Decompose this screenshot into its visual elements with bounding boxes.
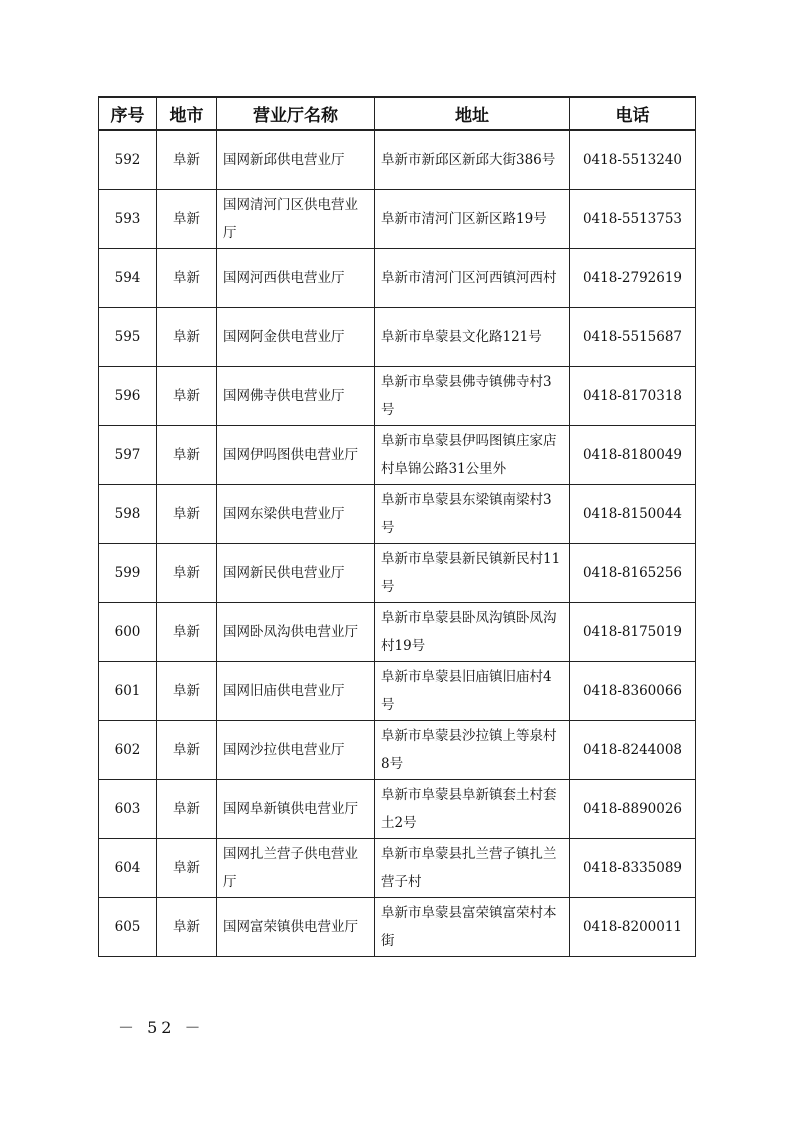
cell-hall-name: 国网伊吗图供电营业厅 bbox=[217, 426, 375, 485]
cell-hall-name: 国网富荣镇供电营业厅 bbox=[217, 898, 375, 957]
cell-number: 596 bbox=[99, 367, 157, 426]
table-row bbox=[99, 780, 696, 839]
cell-address: 阜新市清河门区河西镇河西村 bbox=[375, 249, 570, 308]
cell-hall-name: 国网旧庙供电营业厅 bbox=[217, 662, 375, 721]
cell-number: 602 bbox=[99, 721, 157, 780]
header-address: 地址 bbox=[375, 97, 570, 130]
cell-phone: 0418-2792619 bbox=[570, 249, 696, 308]
table-row bbox=[99, 249, 696, 308]
cell-address: 阜新市阜蒙县富荣镇富荣村本街 bbox=[375, 898, 570, 957]
cell-city: 阜新 bbox=[157, 839, 217, 898]
service-hall-table-container bbox=[98, 96, 695, 957]
cell-city: 阜新 bbox=[157, 662, 217, 721]
cell-phone: 0418-8335089 bbox=[570, 839, 696, 898]
cell-phone: 0418-8244008 bbox=[570, 721, 696, 780]
cell-hall-name: 国网清河门区供电营业厅 bbox=[217, 190, 375, 249]
cell-phone: 0418-8150044 bbox=[570, 485, 696, 544]
cell-address: 阜新市阜蒙县伊吗图镇庄家店村阜锦公路31公里外 bbox=[375, 426, 570, 485]
table-row bbox=[99, 190, 696, 249]
table-header bbox=[99, 97, 696, 130]
service-hall-table bbox=[98, 96, 696, 957]
cell-phone: 0418-8180049 bbox=[570, 426, 696, 485]
cell-number: 597 bbox=[99, 426, 157, 485]
cell-phone: 0418-8170318 bbox=[570, 367, 696, 426]
cell-number: 594 bbox=[99, 249, 157, 308]
cell-phone: 0418-8200011 bbox=[570, 898, 696, 957]
cell-address: 阜新市阜蒙县卧凤沟镇卧凤沟村19号 bbox=[375, 603, 570, 662]
cell-city: 阜新 bbox=[157, 544, 217, 603]
header-number: 序号 bbox=[99, 97, 157, 130]
cell-city: 阜新 bbox=[157, 249, 217, 308]
table-row bbox=[99, 662, 696, 721]
cell-city: 阜新 bbox=[157, 426, 217, 485]
cell-address: 阜新市阜蒙县佛寺镇佛寺村3号 bbox=[375, 367, 570, 426]
cell-hall-name: 国网卧凤沟供电营业厅 bbox=[217, 603, 375, 662]
cell-hall-name: 国网阜新镇供电营业厅 bbox=[217, 780, 375, 839]
cell-city: 阜新 bbox=[157, 190, 217, 249]
cell-city: 阜新 bbox=[157, 485, 217, 544]
cell-number: 604 bbox=[99, 839, 157, 898]
cell-address: 阜新市阜蒙县沙拉镇上等泉村8号 bbox=[375, 721, 570, 780]
header-phone: 电话 bbox=[570, 97, 696, 130]
cell-city: 阜新 bbox=[157, 721, 217, 780]
cell-city: 阜新 bbox=[157, 780, 217, 839]
cell-hall-name: 国网阿金供电营业厅 bbox=[217, 308, 375, 367]
cell-city: 阜新 bbox=[157, 367, 217, 426]
table-row bbox=[99, 721, 696, 780]
table-body bbox=[99, 130, 696, 957]
cell-phone: 0418-8890026 bbox=[570, 780, 696, 839]
cell-number: 601 bbox=[99, 662, 157, 721]
header-city: 地市 bbox=[157, 97, 217, 130]
cell-number: 599 bbox=[99, 544, 157, 603]
table-row bbox=[99, 308, 696, 367]
table-row bbox=[99, 367, 696, 426]
cell-city: 阜新 bbox=[157, 603, 217, 662]
cell-hall-name: 国网河西供电营业厅 bbox=[217, 249, 375, 308]
cell-hall-name: 国网新民供电营业厅 bbox=[217, 544, 375, 603]
cell-address: 阜新市阜蒙县新民镇新民村11号 bbox=[375, 544, 570, 603]
cell-phone: 0418-8360066 bbox=[570, 662, 696, 721]
cell-city: 阜新 bbox=[157, 308, 217, 367]
cell-hall-name: 国网新邱供电营业厅 bbox=[217, 130, 375, 190]
cell-address: 阜新市阜蒙县文化路121号 bbox=[375, 308, 570, 367]
cell-phone: 0418-5513240 bbox=[570, 130, 696, 190]
cell-hall-name: 国网沙拉供电营业厅 bbox=[217, 721, 375, 780]
cell-address: 阜新市阜蒙县旧庙镇旧庙村4号 bbox=[375, 662, 570, 721]
cell-number: 603 bbox=[99, 780, 157, 839]
cell-hall-name: 国网扎兰营子供电营业厅 bbox=[217, 839, 375, 898]
table-row bbox=[99, 485, 696, 544]
cell-number: 605 bbox=[99, 898, 157, 957]
cell-phone: 0418-8175019 bbox=[570, 603, 696, 662]
table-row bbox=[99, 603, 696, 662]
cell-number: 598 bbox=[99, 485, 157, 544]
header-hall-name: 营业厅名称 bbox=[217, 97, 375, 130]
page-number: － 52 － bbox=[118, 1018, 205, 1037]
cell-address: 阜新市新邱区新邱大街386号 bbox=[375, 130, 570, 190]
cell-address: 阜新市阜蒙县扎兰营子镇扎兰营子村 bbox=[375, 839, 570, 898]
table-row bbox=[99, 898, 696, 957]
table-row bbox=[99, 426, 696, 485]
cell-hall-name: 国网东梁供电营业厅 bbox=[217, 485, 375, 544]
header-row bbox=[99, 97, 696, 130]
cell-phone: 0418-5515687 bbox=[570, 308, 696, 367]
cell-city: 阜新 bbox=[157, 898, 217, 957]
cell-address: 阜新市阜蒙县东梁镇南梁村3号 bbox=[375, 485, 570, 544]
table-row bbox=[99, 544, 696, 603]
table-row bbox=[99, 839, 696, 898]
table-row bbox=[99, 130, 696, 190]
cell-phone: 0418-8165256 bbox=[570, 544, 696, 603]
cell-phone: 0418-5513753 bbox=[570, 190, 696, 249]
cell-number: 595 bbox=[99, 308, 157, 367]
cell-address: 阜新市清河门区新区路19号 bbox=[375, 190, 570, 249]
cell-address: 阜新市阜蒙县阜新镇套土村套土2号 bbox=[375, 780, 570, 839]
cell-hall-name: 国网佛寺供电营业厅 bbox=[217, 367, 375, 426]
cell-number: 600 bbox=[99, 603, 157, 662]
cell-city: 阜新 bbox=[157, 130, 217, 190]
cell-number: 592 bbox=[99, 130, 157, 190]
cell-number: 593 bbox=[99, 190, 157, 249]
